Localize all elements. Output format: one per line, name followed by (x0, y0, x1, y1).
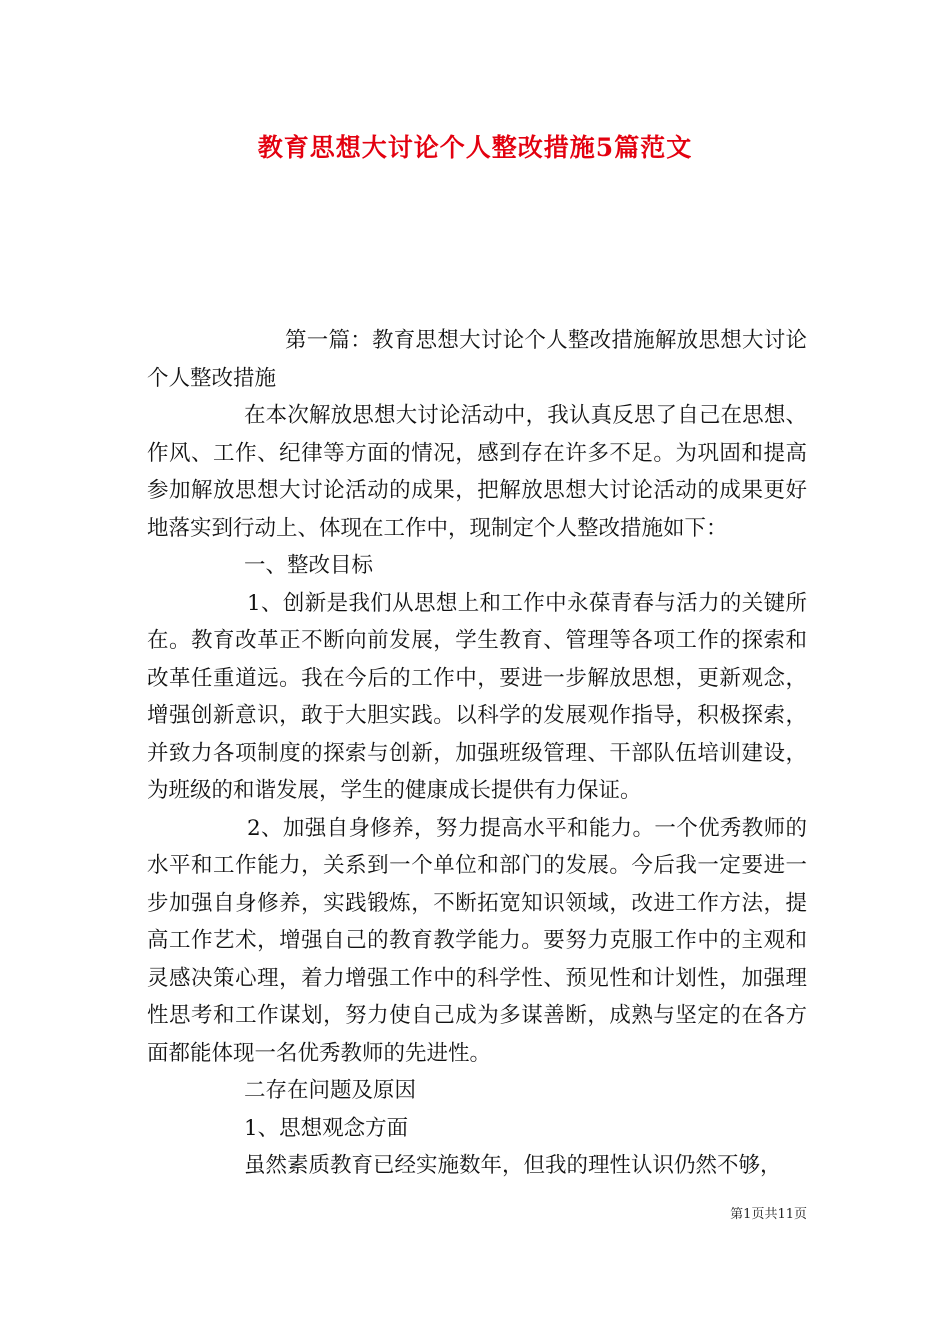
page-number-footer: 第1页共11页 (730, 1207, 807, 1222)
document-title: 教育思想大讨论个人整改措施5篇范文 (257, 133, 693, 162)
goal-paragraph-1: 1、创新是我们从思想上和工作中永葆青春与活力的关键所在。教育改革正不断向前发展，学生教育、管理等各项工作的探索和改革任重道远。我在今后的工作中，要进一步解放思想，更新观念，增强创新意识，敢于大胆实践。以科学的发展观作指导，积极探索，并致力各项制度的探索与创新，加强班级管理、干部队伍培训建设，为班级的和谐发展，学生的健康成长提供有力保证。 (147, 590, 807, 803)
heading-problems-and-causes: 二存在问题及原因 (244, 1078, 417, 1103)
document-body (147, 322, 807, 1185)
subheading-ideological-concepts: 1、思想观念方面 (244, 1115, 409, 1141)
problem-paragraph-1: 虽然素质教育已经实施数年，但我的理性认识仍然不够， (244, 1153, 782, 1178)
goal-paragraph-2: 2、加强自身修养，努力提高水平和能力。一个优秀教师的水平和工作能力，关系到一个单位和部门的发展。今后我一定要进一步加强自身修养，实践锻炼，不断拓宽知识领域，改进工作方法，提高工作艺术，增强自己的教育教学能力。要努力克服工作中的主观和灵感决策心理，着力增强工作中的科学性、预见性和计划性，加强理性思考和工作谋划，努力使自己成为多谋善断，成熟与坚定的在各方面都能体现一名优秀教师的先进性。 (147, 815, 807, 1066)
heading-rectification-goals: 一、整改目标 (244, 553, 374, 578)
intro-paragraph: 在本次解放思想大讨论活动中，我认真反思了自己在思想、作风、工作、纪律等方面的情况，感到存在许多不足。为巩固和提高参加解放思想大讨论活动的成果，把解放思想大讨论活动的成果更好地落实到行动上、体现在工作中，现制定个人整改措施如下： (147, 403, 807, 541)
section-heading-first-article: 第一篇：教育思想大讨论个人整改措施解放思想大讨论个人整改措施 (147, 328, 807, 391)
